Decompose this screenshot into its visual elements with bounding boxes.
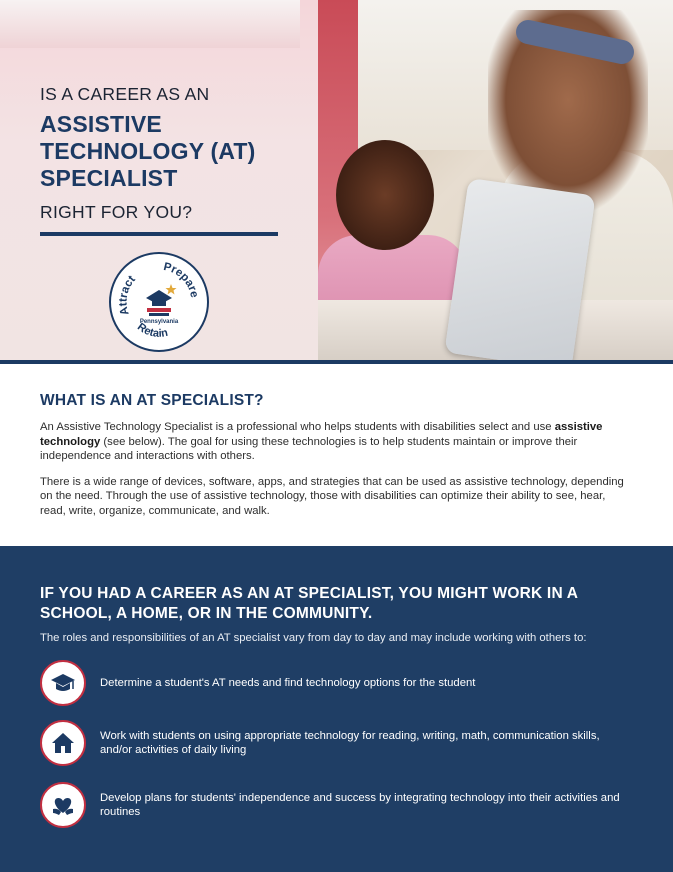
intro-p1-text: An Assistive Technology Specialist is a professional who helps students with disabilities select and use: [40, 421, 555, 433]
intro-p1-text-after: (see below). The goal for using these technologies is to help students maintain or improve their independence and interactions with others.: [40, 435, 578, 462]
heart-hands-icon: [40, 782, 86, 828]
photo-girl-head: [336, 140, 434, 250]
house-icon: [40, 720, 86, 766]
seal-star-icon: [166, 284, 177, 295]
hero-banner: [0, 0, 673, 360]
hero-window-decor: [0, 0, 300, 48]
seal-text-retain: Retain: [134, 320, 169, 340]
seal-graphic: [111, 254, 207, 350]
hero-title-main: ASSISTIVE TECHNOLOGY (AT) SPECIALIST: [40, 111, 256, 191]
hero-title-post: RIGHT FOR YOU?: [40, 202, 193, 222]
role-item: [40, 782, 640, 830]
hero-title-underline: [40, 232, 278, 236]
role-text: Develop plans for students' independence and success by integrating technology into their activities and routines: [100, 792, 620, 818]
intro-paragraph-1: [40, 420, 630, 464]
photo-tablet: [444, 178, 595, 360]
seal-text-attract: Attract: [117, 273, 138, 317]
seal-text-prepare: Prepare: [162, 261, 201, 299]
hero-title: [40, 84, 310, 223]
intro-p1-bold: assistive technology: [40, 421, 603, 448]
seal-text-pennsylvania: Pennsylvania: [139, 319, 179, 325]
hero-divider-bar: [0, 360, 673, 364]
svg-text:Attract: [118, 273, 138, 316]
intro-section: [40, 392, 630, 529]
hero-photo: [318, 0, 673, 360]
role-text: Work with students on using appropriate technology for reading, writing, math, communication skills, and/or activities of daily living: [100, 730, 600, 756]
hero-title-pre: IS A CAREER AS AN: [40, 84, 210, 104]
role-text: Determine a student's AT needs and find technology options for the student: [100, 677, 476, 689]
career-lead: The roles and responsibilities of an AT specialist vary from day to day and may include working with others to:: [40, 632, 587, 644]
intro-paragraph-2: There is a wide range of devices, software, apps, and strategies that can be used as assistive technology, depending on the need. Through the use of assistive technology, those with disabilities can optimize their ability to see, hear, read, write, organize, communicate, and walk.: [40, 475, 624, 517]
role-item: [40, 660, 640, 708]
intro-heading: WHAT IS AN AT SPECIALIST?: [40, 392, 264, 409]
graduation-cap-icon: [40, 660, 86, 706]
pa-seal-logo: [109, 252, 209, 352]
career-section: [0, 546, 673, 872]
role-item: [40, 720, 640, 768]
career-heading: IF YOU HAD A CAREER AS AN AT SPECIALIST, YOU MIGHT WORK IN A SCHOOL, A HOME, OR IN THE COMMUNITY.: [40, 585, 578, 622]
